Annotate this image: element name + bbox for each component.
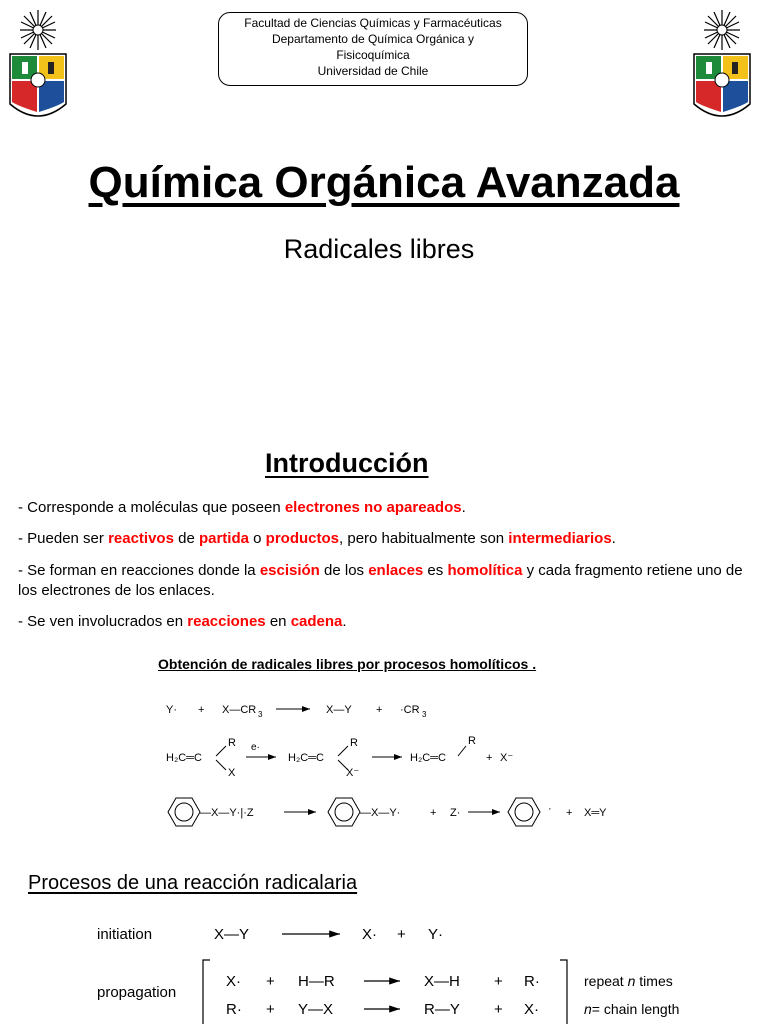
- r3-x-y-z: —X—Y·|·Z: [200, 807, 254, 819]
- repeat-note-n: n: [627, 973, 636, 989]
- init-plus: +: [397, 926, 406, 943]
- bullet-2-highlight-2: partida: [198, 530, 249, 547]
- bullet-4: [18, 612, 763, 632]
- scheme-row-2: [166, 735, 513, 779]
- chain-mechanism: [0, 908, 768, 1024]
- r3-plus-1: +: [430, 807, 437, 819]
- init-product-2: Y·: [428, 926, 443, 943]
- bullet-3-highlight-2: enlaces: [368, 562, 424, 579]
- header-line-4: Universidad de Chile: [317, 64, 429, 78]
- bullet-3-highlight-1: escisión: [259, 562, 320, 579]
- r2-r-b: R: [350, 737, 358, 749]
- r3-benzene-2-ring: [335, 803, 353, 821]
- bullet-1-text-1: - Corresponde a moléculas que poseen: [18, 499, 285, 516]
- bullet-2-text-1: - Pueden ser: [18, 530, 109, 547]
- prop-r1-b: H—R: [298, 973, 335, 990]
- prop-r2-a: R·: [226, 1001, 242, 1018]
- r3-radical-dot: ·: [548, 803, 552, 815]
- radical-formation-scheme: [0, 690, 768, 850]
- bullet-1-text-2: .: [461, 499, 466, 516]
- chain-note-n: n: [584, 1001, 592, 1017]
- r2-h2c-c: H₂C═C: [410, 752, 446, 764]
- header-line-3: Fisicoquímica: [336, 48, 410, 62]
- bullet-1: [18, 498, 763, 518]
- prop-r1-c: X—H: [424, 973, 460, 990]
- bullet-2-text-4: , pero habitualmente son: [339, 530, 509, 547]
- bullet-2: [18, 529, 763, 549]
- bullet-2-highlight-4: intermediarios: [508, 530, 612, 547]
- r1-cr3-radical: ·CR: [400, 704, 420, 716]
- prop-r1-a: X·: [226, 973, 241, 990]
- r3-benzene-1-ring: [175, 803, 193, 821]
- bullet-3: [18, 561, 763, 601]
- r1-plus-2: +: [376, 704, 383, 716]
- r2-r-a: R: [228, 737, 236, 749]
- initiation-label: initiation: [97, 926, 153, 943]
- r1-sub-3: 3: [258, 710, 263, 719]
- r3-plus-2: +: [566, 807, 573, 819]
- bullet-2-text-3: o: [248, 530, 266, 547]
- r2-h2c-a: H₂C═C: [166, 752, 202, 764]
- header-line-2: Departamento de Química Orgánica y: [271, 32, 475, 46]
- bullet-2-text-2: de: [173, 530, 199, 547]
- r2-h2c-b: H₂C═C: [288, 752, 324, 764]
- r3-benzene-1: [168, 798, 200, 826]
- r1-y-radical: Y·: [166, 704, 177, 716]
- prop-r1-plus2: +: [494, 973, 503, 990]
- r1-x-cr3: X—CR: [222, 704, 257, 716]
- r2-bond-c1: [458, 746, 466, 756]
- r2-x-minus: X⁻: [500, 752, 514, 764]
- repeat-note: [584, 973, 673, 989]
- r3-benzene-3: [508, 798, 540, 826]
- bullet-4-text-1: - Se ven involucrados en: [18, 613, 188, 630]
- right-bracket: [560, 960, 567, 1024]
- prop-r1-d: R·: [524, 973, 540, 990]
- prop-r2-c: R—Y: [424, 1001, 460, 1018]
- bullet-3-text-2: de los: [319, 562, 369, 579]
- prop-r2-b: Y—X: [298, 1001, 334, 1018]
- propagation-label: propagation: [97, 984, 177, 1001]
- bullet-3-text-4: y cada fragmento retiene uno de los electrones de los enlaces.: [18, 562, 743, 599]
- r1-plus-1: +: [198, 704, 205, 716]
- r3-benzene-2: [328, 798, 360, 826]
- bullet-4-highlight-1: reacciones: [187, 613, 266, 630]
- bullet-2-text-5: .: [611, 530, 616, 547]
- bullet-3-text-1: - Se forman en reacciones donde la: [18, 562, 260, 579]
- procesos-heading: Procesos de una reacción radicalaria: [28, 872, 358, 894]
- r2-bond-a1: [216, 746, 226, 756]
- r2-r-c: R: [468, 735, 476, 747]
- bullet-1-highlight-1: electrones no apareados: [284, 499, 462, 516]
- repeat-note-a: repeat: [584, 973, 628, 989]
- r3-benzene-3-ring: [515, 803, 533, 821]
- bullet-4-text-3: .: [342, 613, 347, 630]
- chain-note-b: = chain length: [591, 1001, 680, 1017]
- prop-r1-plus1: +: [266, 973, 275, 990]
- page-title: Química Orgánica Avanzada: [88, 158, 680, 207]
- r3-x-eq-y: X═Y: [584, 807, 607, 819]
- r2-electron: e·: [251, 742, 260, 753]
- scheme-row-3: [168, 798, 607, 826]
- bullet-3-highlight-3: homolítica: [447, 562, 523, 579]
- r1-sub-3b: 3: [422, 710, 427, 719]
- bullet-4-highlight-2: cadena: [290, 613, 343, 630]
- left-bracket: [203, 960, 210, 1024]
- scheme-row-1: [166, 704, 427, 719]
- prop-r2-plus2: +: [494, 1001, 503, 1018]
- bullet-2-highlight-3: productos: [265, 530, 340, 547]
- university-crest-left: [8, 6, 68, 126]
- r1-x-y: X—Y: [326, 704, 352, 716]
- r3-z-radical: Z·: [450, 807, 461, 819]
- r2-x-b: X⁻: [346, 767, 360, 779]
- obtencion-heading: Obtención de radicales libres por procesos homolíticos .: [158, 656, 537, 672]
- r2-plus: +: [486, 752, 493, 764]
- prop-r2-plus1: +: [266, 1001, 275, 1018]
- page-subtitle: Radicales libres: [283, 234, 475, 264]
- r3-x-y-radical: —X—Y·: [360, 807, 401, 819]
- chain-length-note: [584, 1001, 679, 1017]
- bullet-2-highlight-1: reactivos: [108, 530, 174, 547]
- bullet-3-text-3: es: [423, 562, 448, 579]
- section-heading-introduccion: Introducción: [265, 448, 429, 478]
- faculty-header-box: [218, 12, 528, 86]
- repeat-note-b: times: [635, 973, 673, 989]
- r2-bond-a2: [216, 760, 226, 770]
- university-crest-right: [692, 6, 752, 126]
- prop-r2-d: X·: [524, 1001, 539, 1018]
- r2-bond-b1: [338, 746, 348, 756]
- init-reactant: X—Y: [214, 926, 250, 943]
- header-line-1: Facultad de Ciencias Químicas y Farmacéuticas: [244, 16, 502, 30]
- bullet-4-text-2: en: [265, 613, 291, 630]
- r2-x-a: X: [228, 767, 236, 779]
- init-product-1: X·: [362, 926, 377, 943]
